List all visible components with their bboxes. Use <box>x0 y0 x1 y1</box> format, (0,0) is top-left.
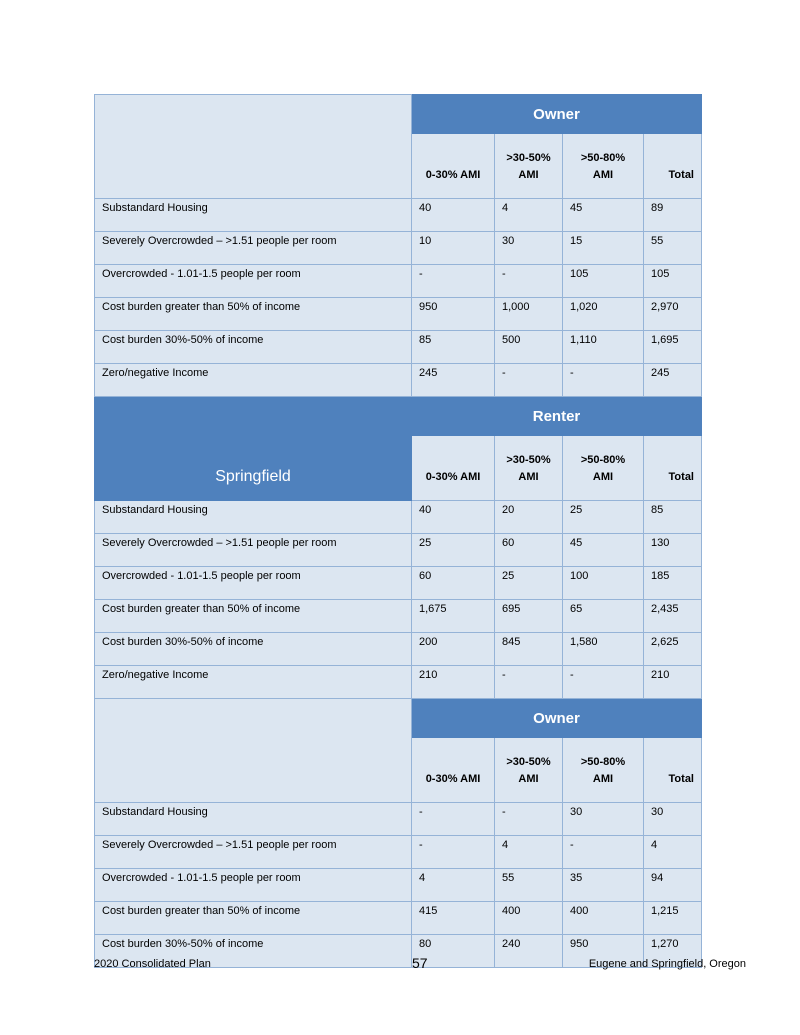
value-cell: 45 <box>563 199 644 232</box>
value-cell: 35 <box>563 869 644 902</box>
column-header: >30-50% AMI <box>495 134 563 199</box>
value-cell: 89 <box>644 199 702 232</box>
row-label: Cost burden 30%-50% of income <box>95 331 412 364</box>
column-header: >30-50% AMI <box>495 436 563 501</box>
value-cell: 1,580 <box>563 633 644 666</box>
value-cell: 2,435 <box>644 600 702 633</box>
value-cell: 245 <box>644 364 702 397</box>
table-row <box>95 364 702 397</box>
row-label: Zero/negative Income <box>95 666 412 699</box>
value-cell: 60 <box>495 534 563 567</box>
table-row <box>95 232 702 265</box>
value-cell: 400 <box>495 902 563 935</box>
table-row <box>95 902 702 935</box>
value-cell: 25 <box>412 534 495 567</box>
column-header: 0-30% AMI <box>412 134 495 199</box>
value-cell: - <box>563 364 644 397</box>
value-cell: 1,215 <box>644 902 702 935</box>
value-cell: 210 <box>644 666 702 699</box>
housing-problems-table <box>94 94 702 968</box>
row-label: Cost burden greater than 50% of income <box>95 600 412 633</box>
value-cell: - <box>495 364 563 397</box>
value-cell: 25 <box>563 501 644 534</box>
row-label: Substandard Housing <box>95 803 412 836</box>
value-cell: 400 <box>563 902 644 935</box>
row-label: Severely Overcrowded – >1.51 people per room <box>95 232 412 265</box>
section-title: Renter <box>412 397 702 436</box>
value-cell: 65 <box>563 600 644 633</box>
table-row <box>95 803 702 836</box>
section-header-row <box>95 699 702 738</box>
table-row <box>95 501 702 534</box>
column-header: >50-80% AMI <box>563 134 644 199</box>
value-cell: 1,270 <box>644 935 702 968</box>
value-cell: 30 <box>495 232 563 265</box>
row-label: Overcrowded - 1.01-1.5 people per room <box>95 265 412 298</box>
value-cell: - <box>495 265 563 298</box>
column-header: Total <box>644 436 702 501</box>
table-row <box>95 331 702 364</box>
value-cell: 200 <box>412 633 495 666</box>
footer-page-number: 57 <box>412 955 428 971</box>
blank-header-cell <box>95 95 412 199</box>
column-header: 0-30% AMI <box>412 738 495 803</box>
value-cell: 25 <box>495 567 563 600</box>
value-cell: 55 <box>495 869 563 902</box>
value-cell: 210 <box>412 666 495 699</box>
value-cell: 60 <box>412 567 495 600</box>
value-cell: 30 <box>563 803 644 836</box>
value-cell: - <box>412 265 495 298</box>
value-cell: 40 <box>412 199 495 232</box>
row-label: Overcrowded - 1.01-1.5 people per room <box>95 567 412 600</box>
row-label: Severely Overcrowded – >1.51 people per room <box>95 534 412 567</box>
row-label: Cost burden greater than 50% of income <box>95 298 412 331</box>
column-header: Total <box>644 738 702 803</box>
footer-location: Eugene and Springfield, Oregon <box>588 958 746 970</box>
row-label: Zero/negative Income <box>95 364 412 397</box>
value-cell: 10 <box>412 232 495 265</box>
value-cell: - <box>412 836 495 869</box>
table-row <box>95 567 702 600</box>
value-cell: 15 <box>563 232 644 265</box>
value-cell: 2,625 <box>644 633 702 666</box>
column-header: >50-80% AMI <box>563 738 644 803</box>
value-cell: - <box>563 836 644 869</box>
value-cell: 80 <box>412 935 495 968</box>
value-cell: 4 <box>495 836 563 869</box>
value-cell: 500 <box>495 331 563 364</box>
value-cell: - <box>495 666 563 699</box>
value-cell: 40 <box>412 501 495 534</box>
row-label: Substandard Housing <box>95 501 412 534</box>
table-row <box>95 534 702 567</box>
section-header-row <box>95 95 702 134</box>
table-row <box>95 869 702 902</box>
value-cell: 30 <box>644 803 702 836</box>
value-cell: 240 <box>495 935 563 968</box>
column-header: >50-80% AMI <box>563 436 644 501</box>
value-cell: 130 <box>644 534 702 567</box>
value-cell: 1,020 <box>563 298 644 331</box>
section-title: Owner <box>412 95 702 134</box>
value-cell: 4 <box>495 199 563 232</box>
row-label: Severely Overcrowded – >1.51 people per room <box>95 836 412 869</box>
table-row <box>95 836 702 869</box>
value-cell: 105 <box>644 265 702 298</box>
section-title: Owner <box>412 699 702 738</box>
value-cell: 415 <box>412 902 495 935</box>
value-cell: 85 <box>412 331 495 364</box>
value-cell: - <box>495 803 563 836</box>
value-cell: 4 <box>644 836 702 869</box>
value-cell: 105 <box>563 265 644 298</box>
value-cell: 950 <box>412 298 495 331</box>
table-row <box>95 265 702 298</box>
value-cell: 85 <box>644 501 702 534</box>
value-cell: - <box>563 666 644 699</box>
table-row <box>95 298 702 331</box>
row-label: Substandard Housing <box>95 199 412 232</box>
row-label: Cost burden 30%-50% of income <box>95 633 412 666</box>
value-cell: 245 <box>412 364 495 397</box>
value-cell: 1,675 <box>412 600 495 633</box>
section-header-row <box>95 397 702 436</box>
value-cell: 100 <box>563 567 644 600</box>
table-row <box>95 633 702 666</box>
value-cell: 845 <box>495 633 563 666</box>
row-label: Cost burden 30%-50% of income <box>95 935 412 968</box>
blank-header-cell <box>95 699 412 803</box>
value-cell: 695 <box>495 600 563 633</box>
column-header: Total <box>644 134 702 199</box>
value-cell: - <box>412 803 495 836</box>
table-row <box>95 600 702 633</box>
table-row <box>95 666 702 699</box>
value-cell: 20 <box>495 501 563 534</box>
value-cell: 94 <box>644 869 702 902</box>
value-cell: 1,000 <box>495 298 563 331</box>
value-cell: 1,695 <box>644 331 702 364</box>
value-cell: 950 <box>563 935 644 968</box>
row-label: Cost burden greater than 50% of income <box>95 902 412 935</box>
value-cell: 2,970 <box>644 298 702 331</box>
value-cell: 1,110 <box>563 331 644 364</box>
column-header: 0-30% AMI <box>412 436 495 501</box>
value-cell: 4 <box>412 869 495 902</box>
city-label: Springfield <box>95 397 412 501</box>
value-cell: 45 <box>563 534 644 567</box>
value-cell: 55 <box>644 232 702 265</box>
row-label: Overcrowded - 1.01-1.5 people per room <box>95 869 412 902</box>
column-header: >30-50% AMI <box>495 738 563 803</box>
footer-doc-title: 2020 Consolidated Plan <box>94 958 211 970</box>
table-row <box>95 199 702 232</box>
value-cell: 185 <box>644 567 702 600</box>
